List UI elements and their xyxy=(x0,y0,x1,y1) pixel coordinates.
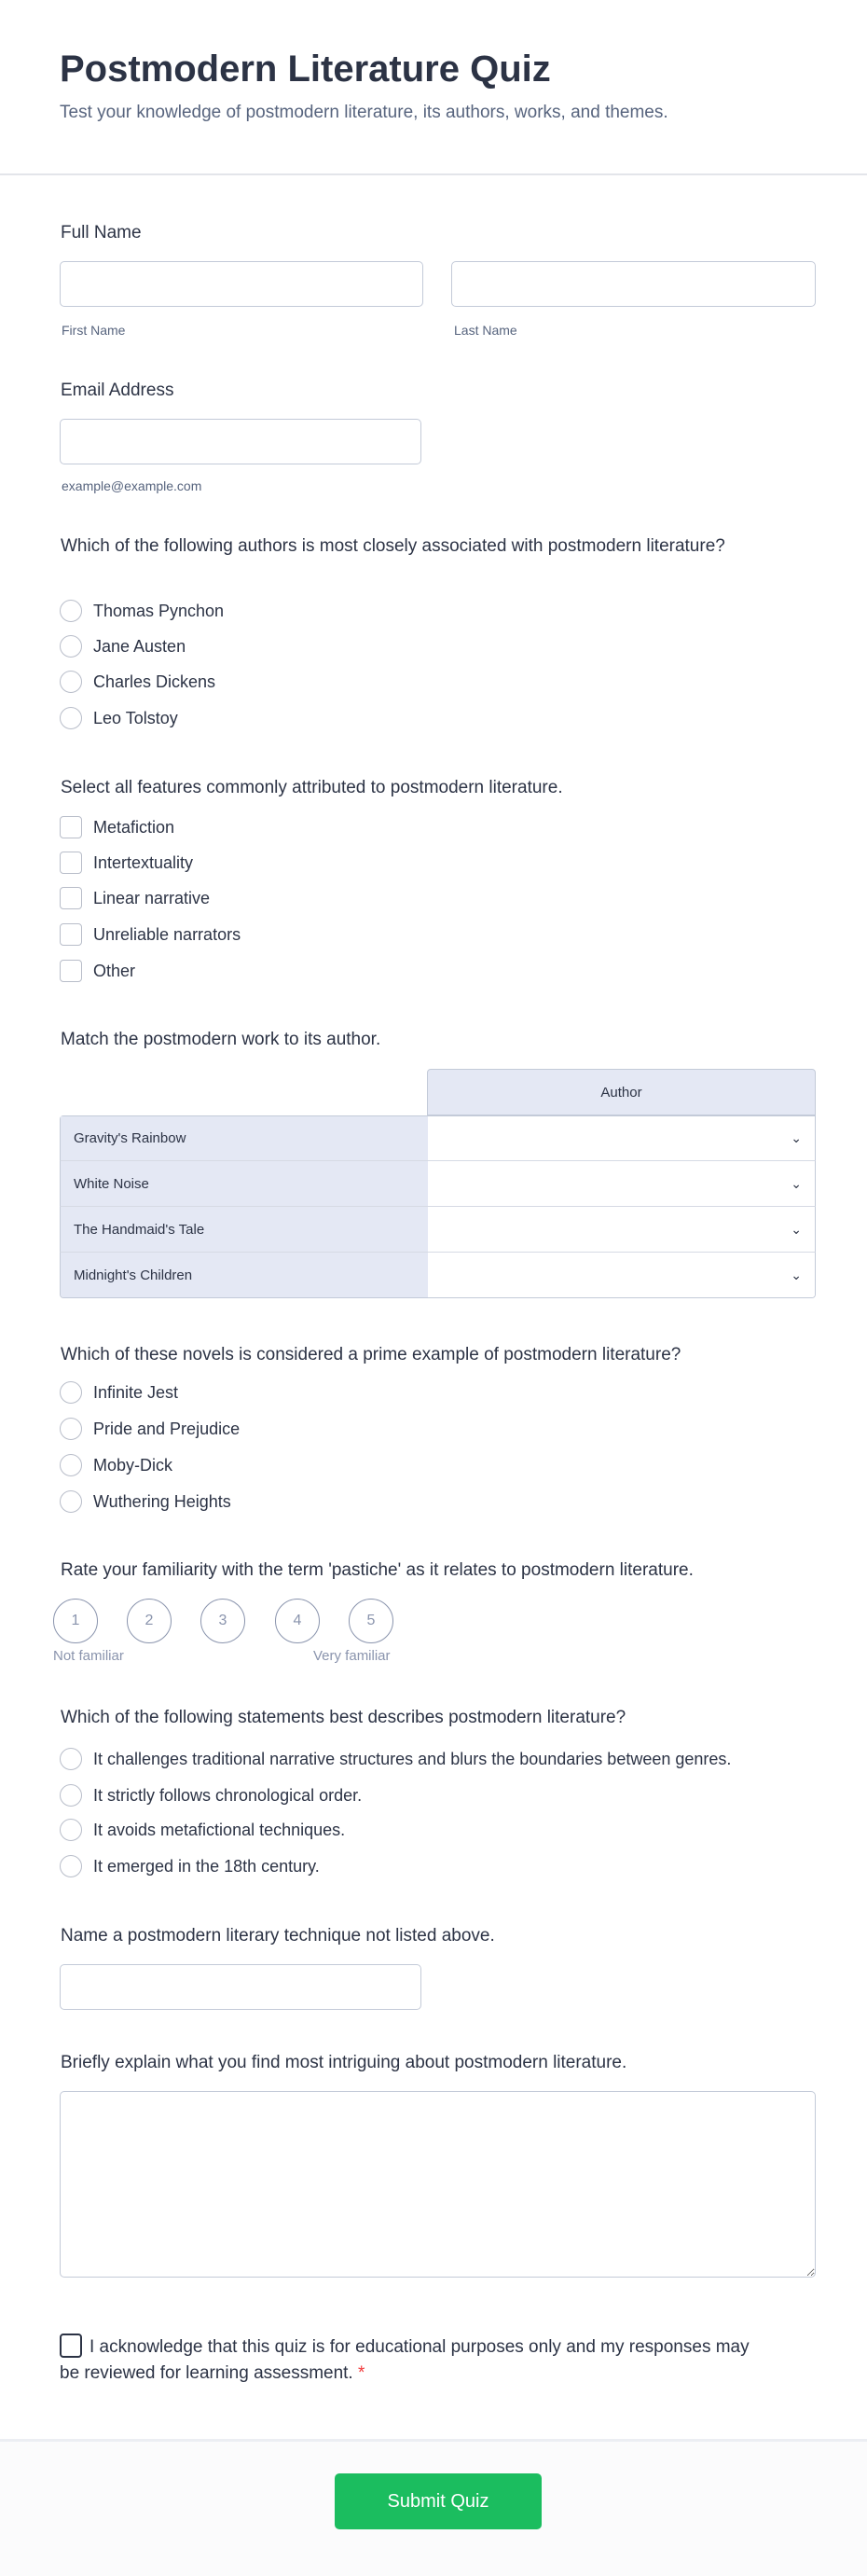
q2-option[interactable] xyxy=(60,814,174,840)
option-label: It challenges traditional narrative structures and blurs the boundaries between genres. xyxy=(93,1749,732,1768)
q1-option[interactable] xyxy=(60,705,178,731)
radio-button[interactable] xyxy=(60,1418,82,1440)
option-label: Leo Tolstoy xyxy=(93,708,178,727)
option-label: Other xyxy=(93,961,136,980)
option-label: Thomas Pynchon xyxy=(93,601,225,620)
page-subtitle: Test your knowledge of postmodern literature, its authors, works, and themes. xyxy=(60,103,668,122)
q4-option[interactable] xyxy=(60,1416,240,1442)
chevron-down-icon: ⌄ xyxy=(791,1130,802,1145)
q1-option[interactable] xyxy=(60,633,186,659)
chevron-down-icon: ⌄ xyxy=(791,1221,802,1237)
checkbox[interactable] xyxy=(60,887,82,909)
radio-button[interactable] xyxy=(60,1454,82,1476)
matrix-row xyxy=(60,1253,816,1298)
q6-option[interactable] xyxy=(60,1853,320,1879)
radio-button[interactable] xyxy=(60,1784,82,1807)
rating-option-2[interactable]: 2 xyxy=(127,1599,172,1643)
work-title: The Handmaid's Tale xyxy=(61,1207,428,1252)
q6-label: Which of the following statements best describes postmodern literature? xyxy=(61,1708,626,1727)
option-label: Pride and Prejudice xyxy=(93,1419,241,1438)
checkbox[interactable] xyxy=(60,816,82,838)
q4-option[interactable] xyxy=(60,1489,231,1515)
option-label: Infinite Jest xyxy=(93,1382,179,1402)
chevron-down-icon: ⌄ xyxy=(791,1267,802,1282)
matrix-row xyxy=(60,1207,816,1253)
explain-label: Briefly explain what you find most intriguing about postmodern literature. xyxy=(61,2053,627,2072)
checkbox[interactable] xyxy=(60,852,82,874)
footer-divider xyxy=(0,2439,867,2442)
q2-option[interactable] xyxy=(60,921,241,948)
option-label: Jane Austen xyxy=(93,636,186,656)
option-label: Moby-Dick xyxy=(93,1455,173,1475)
option-label: Linear narrative xyxy=(93,888,211,907)
page-title: Postmodern Literature Quiz xyxy=(60,48,551,90)
first-name-sublabel: First Name xyxy=(62,323,126,338)
required-asterisk: * xyxy=(358,2363,365,2383)
radio-button[interactable] xyxy=(60,635,82,658)
rating-label: Rate your familiarity with the term 'pastiche' as it relates to postmodern literature. xyxy=(61,1560,694,1580)
first-name-input[interactable] xyxy=(60,261,423,307)
header-divider xyxy=(0,173,867,175)
radio-button[interactable] xyxy=(60,1381,82,1404)
option-label: Unreliable narrators xyxy=(93,924,241,944)
email-label: Email Address xyxy=(61,381,174,400)
last-name-sublabel: Last Name xyxy=(454,323,517,338)
q4-option[interactable] xyxy=(60,1452,172,1478)
chevron-down-icon: ⌄ xyxy=(791,1175,802,1191)
option-label: It avoids metafictional techniques. xyxy=(93,1820,346,1839)
checkbox[interactable] xyxy=(60,960,82,982)
radio-button[interactable] xyxy=(60,1748,82,1770)
acknowledge-text: I acknowledge that this quiz is for educational purposes only and my responses may be reviewed for learning assessment. xyxy=(60,2337,750,2383)
full-name-label: Full Name xyxy=(61,223,142,242)
rating-min-label: Not familiar xyxy=(53,1648,124,1664)
work-title: Midnight's Children xyxy=(61,1253,428,1297)
option-label: It emerged in the 18th century. xyxy=(93,1856,320,1876)
submit-button[interactable]: Submit Quiz xyxy=(335,2473,542,2529)
matrix-column-header: Author xyxy=(427,1069,816,1115)
option-label: Metafiction xyxy=(93,817,175,837)
radio-button[interactable] xyxy=(60,1855,82,1877)
option-label: Intertextuality xyxy=(93,852,194,872)
option-label: Charles Dickens xyxy=(93,672,216,691)
q1-label: Which of the following authors is most closely associated with postmodern literature? xyxy=(61,536,725,556)
email-input[interactable] xyxy=(60,419,421,464)
explain-textarea[interactable] xyxy=(60,2091,816,2278)
rating-option-1[interactable]: 1 xyxy=(53,1599,98,1643)
q2-option[interactable] xyxy=(60,885,210,911)
technique-input[interactable] xyxy=(60,1964,421,2010)
acknowledge-checkbox[interactable] xyxy=(60,2334,82,2358)
q6-option[interactable] xyxy=(60,1746,731,1772)
q2-option[interactable] xyxy=(60,850,193,876)
rating-option-3[interactable]: 3 xyxy=(200,1599,245,1643)
technique-label: Name a postmodern literary technique not listed above. xyxy=(61,1926,495,1946)
option-label: It strictly follows chronological order. xyxy=(93,1785,363,1805)
option-label: Wuthering Heights xyxy=(93,1491,231,1511)
rating-max-label: Very familiar xyxy=(313,1648,391,1664)
rating-option-4[interactable]: 4 xyxy=(275,1599,320,1643)
radio-button[interactable] xyxy=(60,1819,82,1841)
q1-option[interactable] xyxy=(60,669,215,695)
work-title: Gravity's Rainbow xyxy=(61,1116,428,1160)
radio-button[interactable] xyxy=(60,707,82,729)
acknowledge-field xyxy=(60,2334,750,2387)
radio-button[interactable] xyxy=(60,600,82,622)
q2-label: Select all features commonly attributed to postmodern literature. xyxy=(61,778,563,797)
author-select[interactable] xyxy=(428,1253,815,1297)
email-hint: example@example.com xyxy=(62,478,202,493)
q4-label: Which of these novels is considered a prime example of postmodern literature? xyxy=(61,1345,681,1364)
matrix-row xyxy=(60,1161,816,1207)
matrix-row xyxy=(60,1115,816,1161)
q1-option[interactable] xyxy=(60,598,224,624)
radio-button[interactable] xyxy=(60,1490,82,1513)
matrix-label: Match the postmodern work to its author. xyxy=(61,1030,381,1049)
q6-option[interactable] xyxy=(60,1782,362,1808)
author-select[interactable] xyxy=(428,1116,815,1160)
author-select[interactable] xyxy=(428,1161,815,1206)
checkbox[interactable] xyxy=(60,923,82,946)
q6-option[interactable] xyxy=(60,1817,345,1843)
radio-button[interactable] xyxy=(60,671,82,693)
q2-option[interactable] xyxy=(60,958,135,984)
rating-option-5[interactable]: 5 xyxy=(349,1599,393,1643)
q4-option[interactable] xyxy=(60,1379,178,1406)
author-select[interactable] xyxy=(428,1207,815,1252)
last-name-input[interactable] xyxy=(451,261,816,307)
work-title: White Noise xyxy=(61,1161,428,1206)
